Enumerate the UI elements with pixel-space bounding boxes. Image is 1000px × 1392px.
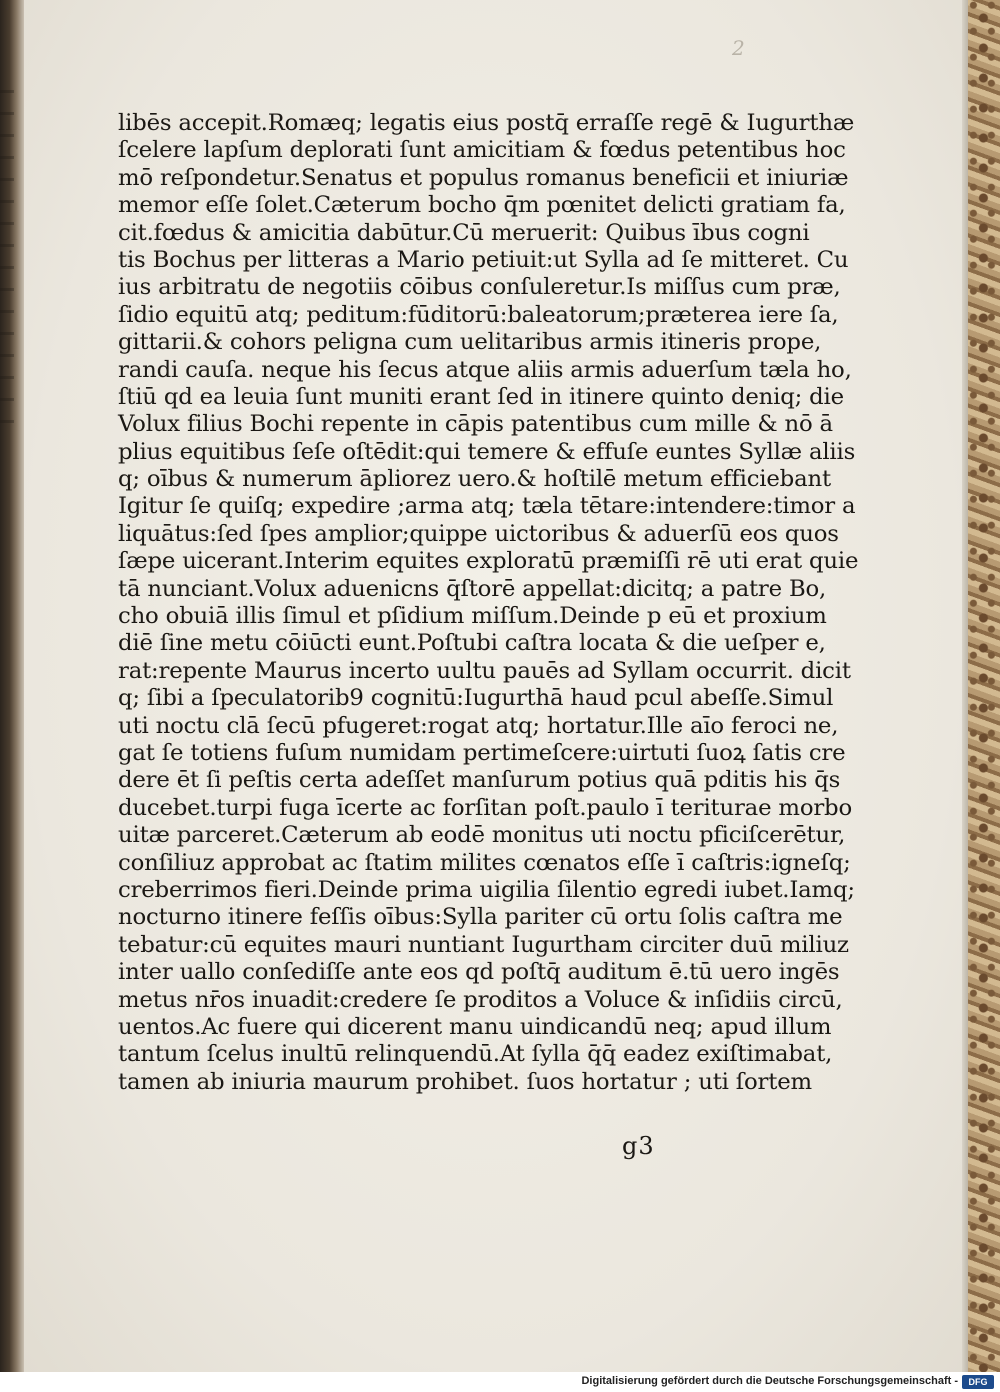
- text-line: tantum ſcelus inultū relinquendū.At ſylla q̄q̄ eadez exiſtimabat,: [118, 1041, 833, 1068]
- text-line: Igitur ſe quiſq; expedire ;arma atq; tæla tētare:intendere:timor a: [118, 493, 856, 520]
- text-line: memor eſſe ſolet.Cæterum bocho q̄m pœnitet delicti gratiam fa,: [118, 192, 846, 219]
- text-line: cit.fœdus & amicitia dabūtur.Cū meruerit: Quibus ībus cogni: [118, 219, 810, 246]
- dfg-logo: DFG: [962, 1375, 994, 1389]
- text-line: creberrimos fieri.Deinde prima uigilia ſilentio egredi iubet.Iamq;: [118, 876, 855, 903]
- text-line: ſtiū qd ea leuia ſunt muniti erant ſed in itinere quinto deniq; die: [118, 383, 844, 410]
- text-line: ducebet.turpi fuga īcerte ac forſitan poſt.paulo ī teriturae morbo: [118, 794, 852, 821]
- text-line: uentos.Ac fuere qui dicerent manu uindicandū neq; apud illum: [118, 1013, 832, 1040]
- folio-mark: 2: [732, 36, 745, 60]
- text-line: dere ēt ſi peſtis certa adeſſet manſurum potius quā pditis his q̄s: [118, 767, 841, 794]
- book-page: [24, 0, 962, 1372]
- text-line: rat:repente Maurus incerto uultu pauēs ad Syllam occurrit. dicit: [118, 657, 851, 684]
- text-line: Volux filius Bochi repente in cāpis patentibus cum mille & nō ā: [118, 411, 833, 438]
- text-line: ius arbitratu de negotiis cōibus conſuleretur.Is miſſus cum præ,: [118, 274, 841, 301]
- text-line: tis Bochus per litteras a Mario petiuit:ut Sylla ad ſe mitteret. Cu: [118, 246, 849, 273]
- text-line: gat ſe totiens fuſum numidam pertimeſcere:uirtuti ſuoꝝ ſatis cre: [118, 739, 846, 766]
- text-line: ſæpe uicerant.Interim equites exploratū præmiſſi rē uti erat quie: [118, 548, 859, 575]
- text-line: ſcelere lapſum deplorati ſunt amicitiam & fœdus petentibus hoc: [118, 137, 846, 164]
- text-line: q; ſibi a ſpeculatorib9 cognitū:Iugurthā haud pcul abeſſe.Simul: [118, 685, 834, 712]
- text-line: conſiliuz approbat ac ſtatim milites cœnatos eſſe ī caſtris:igneſq;: [118, 849, 851, 876]
- text-line: tā nunciant.Volux aduenicns q̄ſtorē appellat:dicitq; a patre Bo,: [118, 575, 827, 602]
- text-line: randi cauſa. neque his ſecus atque aliis armis aduerſum tæla ho,: [118, 356, 852, 383]
- marbled-cover-right: [968, 0, 1000, 1372]
- text-line: metus nr̄os inuadit:credere ſe proditos a Voluce & inſidiis circū,: [118, 986, 843, 1013]
- text-line: q; oībus & numerum āpliorez uero.& hoſtilē metum efficiebant: [118, 466, 831, 493]
- signature-mark: g3: [622, 1132, 655, 1160]
- text-line: uti noctu clā ſecū pfugeret:rogat atq; hortatur.Ille aīo feroci ne,: [118, 712, 839, 739]
- text-line: ſidio equitū atq; peditum:fūditorū:baleatorum;præterea iere ſa,: [118, 301, 839, 328]
- text-line: mō reſpondetur.Senatus et populus romanus beneficii et iniuriæ: [118, 164, 849, 191]
- text-line: cho obuiā illis ſimul et pſidium miſſum.Deinde p eū et proxium: [118, 603, 827, 630]
- facing-page-edge: [0, 90, 14, 430]
- text-line: inter uallo conſediſſe ante eos qd poſtq̄ auditum ē.tū uero ingēs: [118, 959, 840, 986]
- text-line: diē ſine metu cōiūcti eunt.Poſtubi caſtra locata & die ueſper e,: [118, 630, 826, 657]
- text-line: gittarii.& cohors peligna cum uelitaribus armis itineris prope,: [118, 329, 822, 356]
- text-line: tebatur:cū equites mauri nuntiant Iugurtham circiter duū miliuz: [118, 931, 849, 958]
- text-line: uitæ parceret.Cæterum ab eodē monitus uti noctu pficiſcerētur,: [118, 822, 846, 849]
- footer-credit: Digitalisierung gefördert durch die Deutsche Forschungsgemeinschaft -: [581, 1375, 958, 1387]
- text-line: libēs accepit.Romæq; legatis eius postq̄ erraſſe regē & Iugurthæ: [118, 110, 855, 136]
- text-line: liquātus:ſed ſpes amplior;quippe uictoribus & aduerſū eos quos: [118, 520, 839, 547]
- body-text: [118, 110, 859, 1096]
- text-line: plius equitibus ſeſe oſtēdit:qui temere & effuſe euntes Syllæ aliis: [118, 438, 856, 465]
- text-line: tamen ab iniuria maurum prohibet. ſuos hortatur ; uti ſortem: [118, 1068, 812, 1095]
- text-line: nocturno itinere feſſis oībus:Sylla pariter cū ortu ſolis caſtra me: [118, 904, 843, 931]
- footer-bar: [0, 1372, 1000, 1392]
